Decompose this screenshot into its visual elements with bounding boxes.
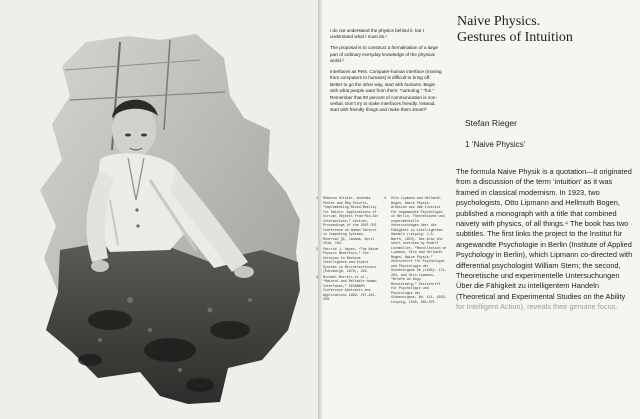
footnote-number: 2: [316, 246, 318, 251]
left-page: [0, 0, 318, 419]
footnote-number: 1: [316, 196, 318, 200]
footnote: [316, 196, 380, 246]
epigraph-paragraph-2: The proposal is to construct a formalisation of a large part of ordinary everyday knowledge of the physical world.²: [330, 45, 439, 64]
footnote: [384, 196, 448, 304]
footnote-number: 4: [384, 196, 386, 200]
footnote-text: Rebecca Grinter, Andreas Pester and Reg Schultz, “Implementing Mixed-Reality for Nature: Applications of Virtual Objects from Mid-Air Interactions,” Lecture, Proceedings of the 2015 CHI Conference on Human Factors in Computing Systems, Montreal QC, Canada, April 2018, 104.: [323, 196, 379, 245]
footnote: [316, 247, 380, 274]
right-page: [316, 0, 640, 419]
footnote-number: 3: [316, 274, 318, 279]
footnote-text: Michael Burrels et al., “Natural and Reliable Human Interfaces,” SIGGRAPH Conference Abstracts and Applications 1999, 257–261, 258.: [323, 274, 377, 301]
footnotes-column-1: [316, 196, 380, 303]
footnote-text: Otto Lipmann and Hellmuth Bogen, Naive Physik: Arbeiten aus dem Institut für angewandte Psychologie in Berlin. Theoretische und experimentelle Untersuchungen über die Fähigkeit zu intelligentem Handeln (Leipzig: J.A. Barth, 1923). See also the short overview by Rudolf Lochmüller, “Recollection on Lipmann, Otto and Hellmuth Bogen, Naive Physik,” Zeitschrift für Psychologie und Physiologie der Sinnesorgane 99 (1926): 171–204, and Otto Lipmann, “Briefe an Hugo Münsterberg,” Zeitschrift für Psychologie und Physiologie der Sinnesorgane, Bd. 111, 1929, Leipzig, 1930, 365–375.: [391, 196, 447, 304]
body-paragraph-faded: for Intelligent Action), reveals their genuine focus.: [456, 302, 618, 312]
epigraph-quote: I do not understand the physics behind it, but I understand what I must do.¹: [330, 28, 424, 40]
epigraph-paragraph-3: Interfaces as Pets. Computer-human interface (moving from computers to humans) is difficult to bring off. Better to go the other way, start with humans. Begin with what people want from them: “nurturing,” “fun.” Remember that 90 percent of communication is non-verbal. Don’t try to make interfaces friendly. Instead, start with friendly things and make them smart!³: [330, 69, 442, 113]
chapter-title: [457, 14, 627, 46]
footnote: [316, 275, 380, 302]
footnote-text: Patrick J. Hayes, “The Naive Physics Manifesto,” Old Versions in Machine Intelligence and Expert Systems in Microelectronics (Edinburgh, 1979), 243.: [323, 246, 379, 273]
chapter-title-line-1: Naive Physics.: [457, 14, 541, 29]
chapter-title-line-2: Gestures of Intuition: [457, 30, 573, 45]
section-heading: 1 ‘Naive Physics’: [465, 140, 526, 149]
author-name: Stefan Rieger: [465, 118, 517, 128]
body-text: [456, 167, 634, 313]
body-paragraph: The formula Naive Physik is a quotation—it originated from a discussion of the term ‘intuition’ as it was framed in classical modernism. In 1923, two psychologists, Otto Lipmann and Hellmuth Bogen, published a monograph with a title that combined naivety with physics, of all things.⁴ The book has two subtitles. The first links the project to the Institut für angewandte Psychologie in Berlin (Institute of Applied Psychology in Berlin), which Lipmann co-directed with differential psychologist William Stern; the second, Theoretische und experimentelle Untersuchungen Über die Fähigkeit zu intelligentem Handeln (Theoretical and Experimental Studies on the Ability: [456, 167, 633, 301]
epigraph-column: [330, 28, 442, 118]
footnotes-column-2: [384, 196, 448, 305]
photo-fragments: [40, 34, 300, 404]
photo-collage: [0, 0, 318, 419]
